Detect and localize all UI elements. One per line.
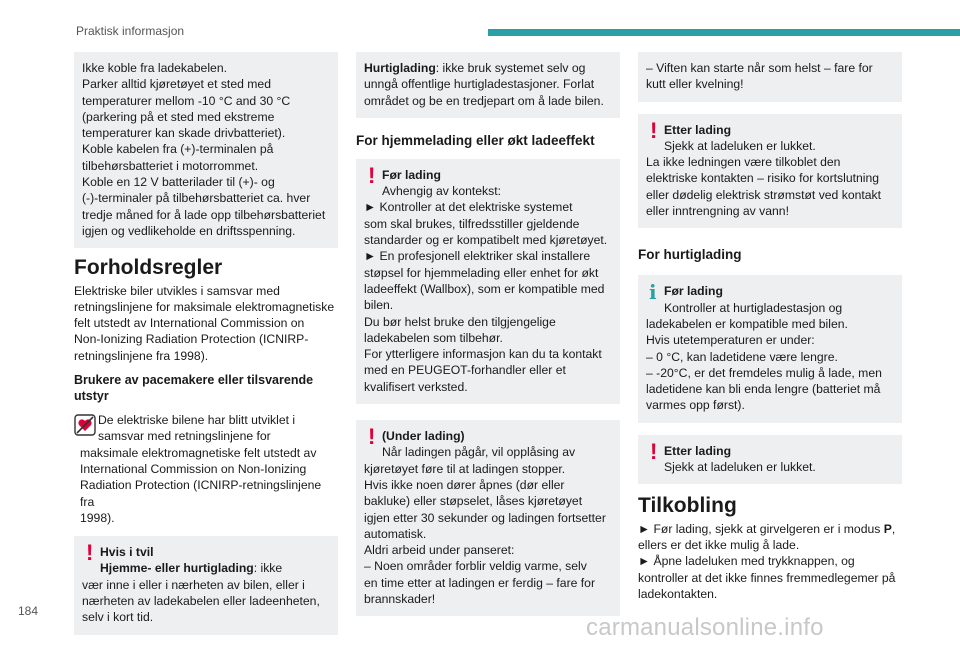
doubt-warning-box: ! Hvis i tvil Hjemme- eller hurtiglading: ikke vær inne i eller i nærheten av bilen, eller i nærheten av ladekabelen eller ladeenheten, selv i kort tid. <box>74 536 338 634</box>
watermark-text: carmanualsonline.info <box>586 614 824 641</box>
column-2 <box>356 52 620 628</box>
warning-icon: ! <box>368 162 376 188</box>
warning-icon: ! <box>650 438 658 464</box>
section-heading-precautions: Forholdsregler <box>74 256 223 280</box>
info-icon: i <box>649 280 657 305</box>
fan-warning-continued-box: – Viften kan starte når som helst – fare for kutt eller kvelning! <box>638 52 902 102</box>
fast-charge-note-box: Hurtiglading: ikke bruk systemet selv og unngå offentlige hurtigladestasjoner. Forlat området og be en tredjepart om å lade bilen. <box>356 52 620 118</box>
before-charging-warning-box: ! Før lading Avhengig av kontekst: ► Kontroller at det elektriske systemet som skal brukes, tilfredsstiller gjeldende standarder og er kompatibelt med kjøretøyet. ► En profesjonell elektriker skal installere støpsel for hjemmelading eller enhet for økt ladeeffekt (Wallbox), som er kompatible med bilen. Du bør helst bruke den tilgjengelige ladekabelen som tilbehør. For ytterligere informasjon kan du ta kontakt med en PEUGEOT-forhandler eller et kvalifisert verksted. <box>356 159 620 404</box>
page-number: 184 <box>18 604 39 618</box>
running-header: Praktisk informasjon <box>76 24 185 38</box>
during-charging-warning-box: ! (Under lading) Når ladingen pågår, vil opplåsing av kjøretøyet føre til at ladingen stopper. Hvis ikke noen dører åpnes (dør eller bakluke) eller støpselet, låses kjøretøyet igjen etter 30 sekunder og ladingen fortsetter automatisk. Aldri arbeid under panseret: – Noen områder forblir veldig varme, selv en time etter at ladingen er ferdig – fare for brannskader! <box>356 420 620 616</box>
header-accent-bar <box>488 29 960 36</box>
after-charging-warning-box: ! Etter lading Sjekk at ladeluken er lukket. La ikke ledningen være tilkoblet den elektriske kontakten – risiko for kortslutning eller dødelig elektrisk strømstøt ved kontakt eller inntrengning av vann! <box>638 114 902 229</box>
pacemaker-icon <box>74 414 96 436</box>
section-heading-fast-charging: For hurtiglading <box>638 247 742 263</box>
column-3 <box>638 52 902 610</box>
section-heading-connection: Tilkobling <box>638 494 737 518</box>
column-1 <box>74 52 338 647</box>
fast-before-info-box: i Før lading Kontroller at hurtigladestasjon og ladekabelen er kompatible med bilen. Hvis utetemperaturen er under: – 0 °C, kan ladetidene være lengre. – -20°C, er det fremdeles mulig å lade, men ladetidene kan bli enda lengre (batteriet må varmes opp først). <box>638 275 902 422</box>
precautions-intro: Elektriske biler utvikles i samsvar med retningslinjene for maksimale elektromagnetiske felt utstedt av International Commission on Non-Ionizing Radiation Protection (ICNIRP- retningslinjene fra 1998). <box>74 283 335 363</box>
warning-icon: ! <box>650 117 658 143</box>
section-heading-home-charging: For hjemmelading eller økt ladeeffekt <box>356 132 595 148</box>
fast-after-warning-box: ! Etter lading Sjekk at ladeluken er lukket. <box>638 435 902 485</box>
connection-instructions: ► Før lading, sjekk at girvelgeren er i modus P, ellers er det ikke mulig å lade. ► Åpne ladeluken med trykknappen, og kontroller at det ikke finnes fremmedlegemer på ladekontakten. <box>638 521 896 601</box>
pacemaker-note: De elektriske bilene har blitt utviklet i samsvar med retningslinjene for maksimale elektromagnetiske felt utstedt av International Commission on Non-Ionizing Radiation Protection (ICNIRP-retningslinjene fra 1998). <box>74 412 338 526</box>
storage-note-box: Ikke koble fra ladekabelen. Parker alltid kjøretøyet et sted med temperaturer mellom -10 °C and 30 °C (parkering på et sted med ekstreme temperaturer kan skade drivbatteriet). Koble kabelen fra (+)-terminalen på tilbehørsbatteriet i motorrommet. Koble en 12 V batterilader til (+)- og (-)-terminaler på tilbehørsbatteriet ca. hver tredje måned for å lade opp tilbehørsbatteriet igjen og vedlikeholde en driftsspenning. <box>74 52 338 248</box>
warning-icon: ! <box>368 424 376 450</box>
pacemaker-subheading: Brukere av pacemakere eller tilsvarende utstyr <box>74 373 314 404</box>
warning-icon: ! <box>86 540 94 566</box>
